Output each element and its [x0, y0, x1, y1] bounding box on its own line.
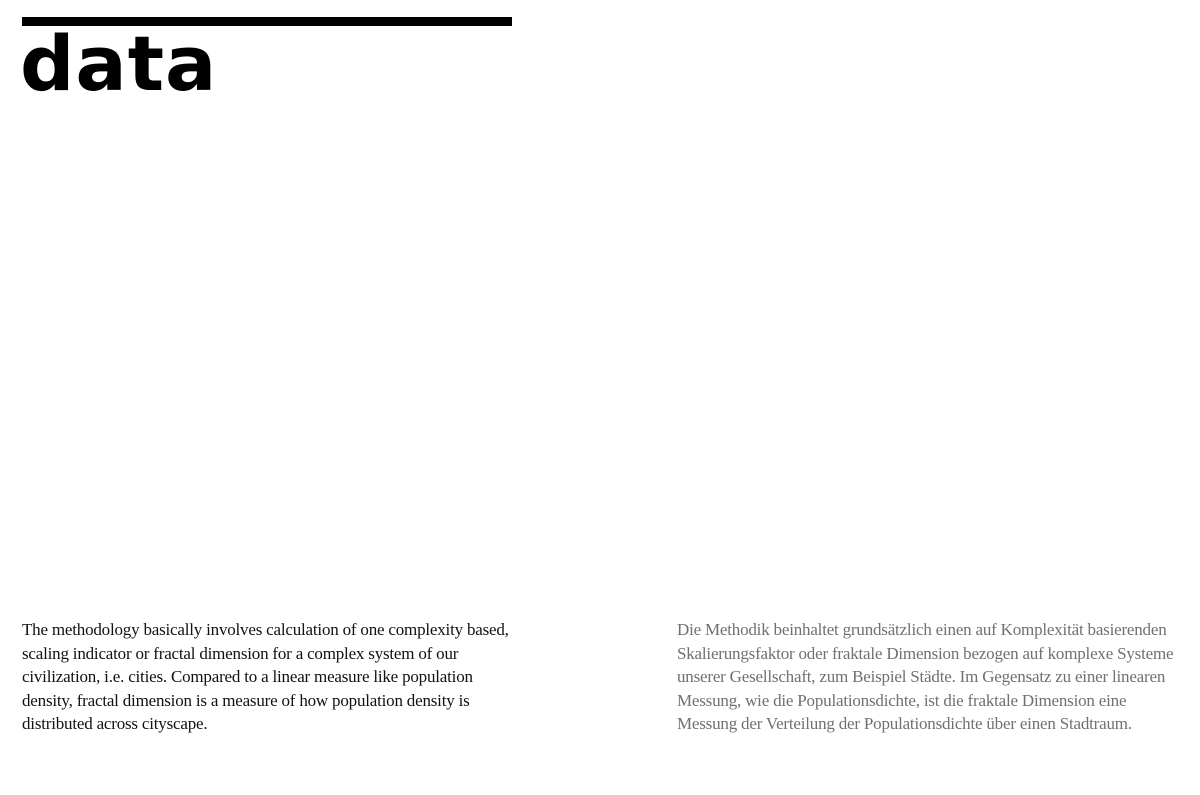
- body-text-german: Die Methodik beinhaltet grundsätzlich einen auf Komplexität basierenden Skalierungsfaktor oder fraktale Dimension bezogen auf komplexe Systeme unserer Gesellschaft, zum Beispiel Städte. Im Gegensatz zu einer linearen Messung, wie die Populationsdichte, ist die fraktale Dimension eine Messung der Verteilung der Populationsdichte über einen Stadtraum.: [677, 620, 1174, 733]
- page-title: data: [20, 19, 218, 108]
- body-text-english: The methodology basically involves calculation of one complexity based, scaling indicator or fractal dimension for a complex system of our civilization, i.e. cities. Compared to a linear measure like population density, fractal dimension is a measure of how population density is distributed across cityscape.: [22, 620, 509, 733]
